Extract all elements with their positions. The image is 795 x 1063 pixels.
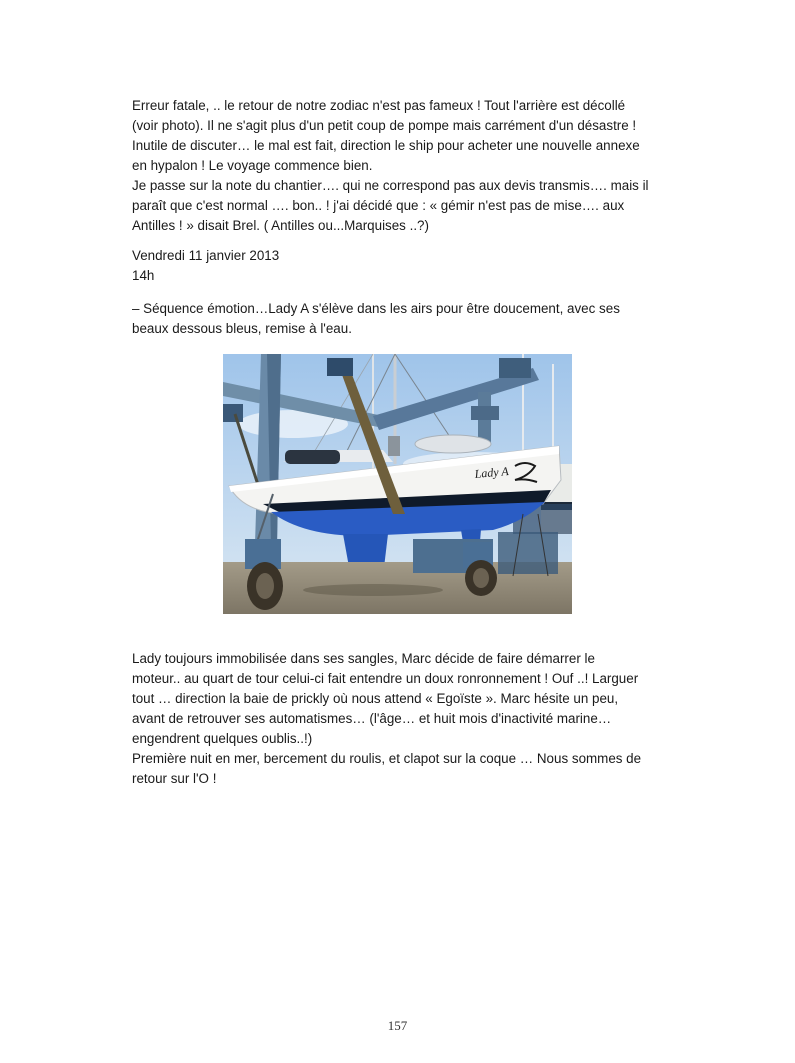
date-heading: Vendredi 11 janvier 2013 — [132, 248, 280, 263]
text-line: Inutile de discuter… le mal est fait, direction le ship pour acheter une nouvelle annexe — [132, 138, 640, 153]
text-line: engendrent quelques oublis..!) — [132, 731, 313, 746]
text-line: tout … direction la baie de prickly où nous attend « Egoïste ». Marc hésite un peu, — [132, 691, 619, 706]
text-line: Première nuit en mer, bercement du roulis, et clapot sur la coque … Nous sommes de — [132, 751, 642, 766]
time-heading: 14h — [132, 268, 155, 283]
text-line: avant de retrouver ses automatismes… (l'âge… et huit mois d'inactivité marine… — [132, 711, 612, 726]
text-line: paraît que c'est normal …. bon.. ! j'ai décidé que : « gémir n'est pas de mise…. aux — [132, 198, 625, 213]
paragraph-zodiac — [132, 96, 663, 236]
text-line: beaux dessous bleus, remise à l'eau. — [132, 321, 352, 336]
paragraph-engine — [132, 649, 663, 789]
text-line: (voir photo). Il ne s'agit plus d'un petit coup de pompe mais carrément d'un désastre ! — [132, 118, 637, 133]
text-line: en hypalon ! Le voyage commence bien. — [132, 158, 373, 173]
page-number: 157 — [387, 1018, 408, 1033]
hull-name-label: Lady A — [474, 464, 510, 481]
text-line: Antilles ! » disait Brel. ( Antilles ou...Marquises ..?) — [132, 218, 429, 233]
text-line: Lady toujours immobilisée dans ses sangles, Marc décide de faire démarrer le — [132, 651, 595, 666]
text-line: moteur.. au quart de tour celui-ci fait entendre un doux ronronnement ! Ouf ..! Larguer — [132, 671, 639, 686]
boat-lift-photo — [223, 354, 572, 614]
text-line: retour sur l'O ! — [132, 771, 217, 786]
text-line: Erreur fatale, .. le retour de notre zodiac n'est pas fameux ! Tout l'arrière est décollé — [132, 98, 626, 113]
date-heading-block — [132, 246, 663, 286]
text-line: Je passe sur la note du chantier…. qui ne correspond pas aux devis transmis…. mais il — [132, 178, 649, 193]
text-line: – Séquence émotion…Lady A s'élève dans les airs pour être doucement, avec ses — [132, 301, 620, 316]
paragraph-emotion — [132, 299, 663, 339]
